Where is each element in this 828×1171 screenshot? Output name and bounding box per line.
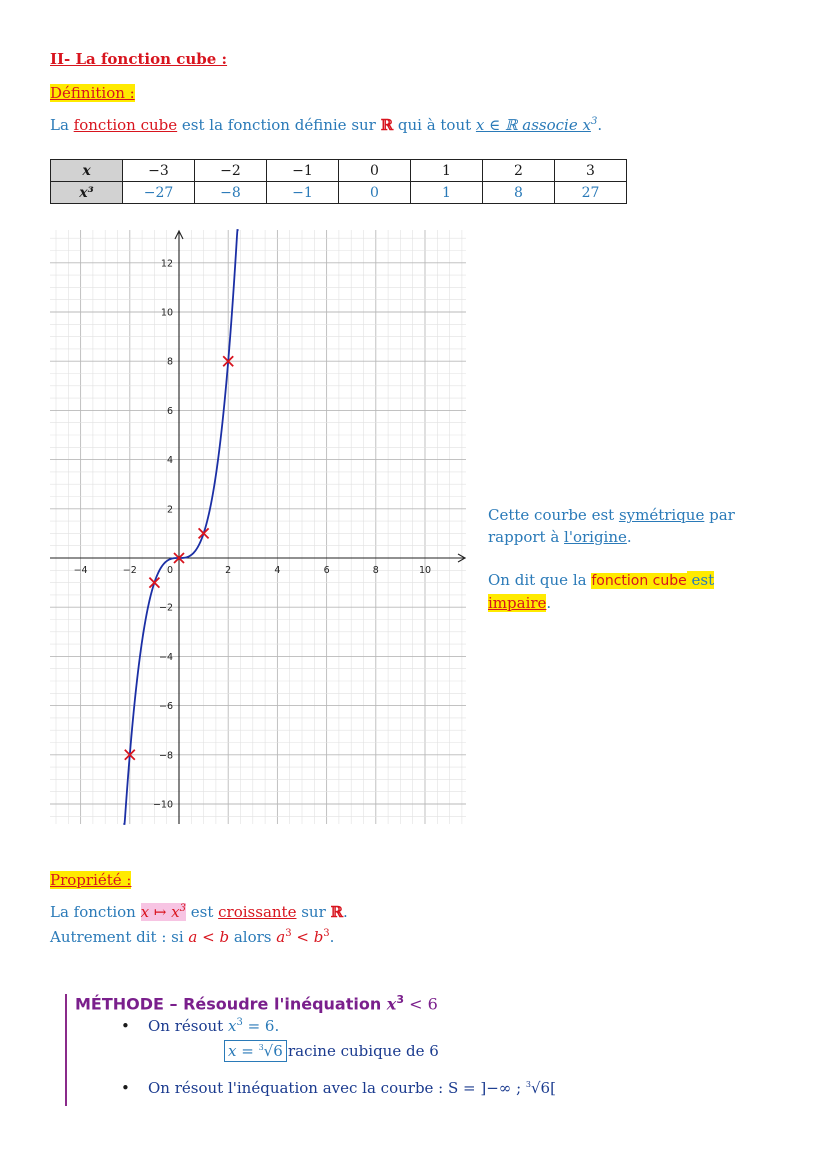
croissante-word: croissante [218,903,297,921]
property-end: . [343,903,348,921]
definition-prefix: La [50,116,74,134]
property-line-2 [50,928,334,946]
property-line-1 [50,903,348,921]
bullet-icon: • [121,1017,130,1035]
y-tick-label: −10 [152,799,173,811]
property2-prefix: Autrement dit : si [50,928,189,946]
y-tick-label: 2 [166,504,173,516]
value-table [50,159,627,204]
table-cell: −2 [195,160,267,182]
table-cell: 0 [339,182,411,204]
table-row-cube [51,182,627,204]
table-cell: 2 [483,160,555,182]
method-step-2 [148,1079,556,1097]
section-title: II- La fonction cube : [50,50,228,68]
x-tick-label: 8 [372,565,379,576]
x-tick-label: 2 [225,565,232,576]
y-tick-label: 10 [160,307,173,319]
step1-math: x [227,1017,237,1035]
property2-alors: alors [229,928,277,946]
definition-middle: est la fonction définie sur [177,116,381,134]
property-label: Propriété : [50,871,132,889]
method-step-1 [148,1017,279,1035]
x-tick-label: 10 [418,565,432,576]
step1-prefix: On résout [148,1017,228,1035]
boxed-lhs: x = [228,1042,259,1060]
table-cell: 1 [411,160,483,182]
table-cell: −27 [123,182,195,204]
step1-end: = 6. [242,1017,280,1035]
x-tick-label: 0 [166,565,174,576]
odd-highlight-2: est [686,571,715,589]
definition-text [50,116,602,134]
table-header-x: x [51,160,123,182]
y-tick-label: −6 [158,701,173,713]
cube-function-graph [48,226,468,828]
definition-highlight: fonction cube [73,116,178,134]
impaire-word: impaire [488,594,547,612]
table-cell: −8 [195,182,267,204]
y-tick-label: −8 [158,750,173,762]
boxed-root-index: 3 [258,1043,264,1052]
reals-symbol: ℝ [380,116,394,134]
mapping-exponent: 3 [179,903,187,914]
definition-middle2: qui à tout [393,116,476,134]
x-tick-label: 6 [323,565,330,576]
bullet-icon: • [121,1079,130,1097]
table-cell: −1 [267,160,339,182]
origin-word: l'origine [564,528,627,546]
table-cell: −1 [267,182,339,204]
definition-exponent: 3 [590,116,598,127]
cube-curve [123,230,238,824]
table-header-cube: x³ [51,182,123,204]
property-est: est [186,903,219,921]
y-tick-label: 12 [160,258,173,270]
a-cubed-exp: 3 [285,928,292,939]
property2-end: . [329,928,335,946]
table-cell: 1 [411,182,483,204]
definition-label: Définition : [50,84,135,102]
step2-root-value: √6 [531,1079,551,1097]
odd-prefix: On dit que la [488,571,592,589]
symmetry-prefix: Cette courbe est [488,506,619,524]
property-sur: sur [296,903,331,921]
root-label: racine cubique de 6 [288,1042,439,1060]
method-title-math: x [386,994,397,1014]
method-title [75,993,438,1013]
table-cell: 8 [483,182,555,204]
table-row-x [51,160,627,182]
property-mapping [141,903,186,921]
step1-exp: 3 [236,1017,243,1028]
mapping-text: x ↦ x [140,903,180,921]
property-prefix: La fonction [50,903,141,921]
table-cell: 3 [555,160,627,182]
definition-end: . [597,116,603,134]
y-tick-label: −4 [158,651,173,663]
boxed-root-value: √6 [263,1042,283,1060]
method-title-end: < 6 [404,994,438,1014]
a-cubed: a [276,928,286,946]
property-reals: ℝ [330,903,344,921]
y-tick-label: 4 [166,455,173,467]
symmetry-middle: par rapport à [488,506,735,546]
definition-membership: x ∈ ℝ associe x [475,116,591,134]
odd-highlight-1: fonction cube [591,573,687,589]
y-tick-label: −2 [158,602,173,614]
b-cubed: b [313,928,324,946]
method-title-text: MÉTHODE – Résoudre l'inéquation [75,994,387,1014]
odd-end: . [546,594,552,612]
x-tick-label: −4 [73,565,88,576]
boxed-result [224,1040,287,1062]
symmetry-text [488,504,738,548]
table-cell: 27 [555,182,627,204]
step2-text: On résout l'inéquation avec la courbe : S = ]−∞ ; [148,1079,526,1097]
x-tick-label: 4 [274,565,281,576]
method-title-exp: 3 [396,993,404,1006]
method-left-bar [65,994,67,1106]
step2-end: [ [550,1079,556,1097]
x-tick-label: −2 [122,565,137,576]
symmetry-word: symétrique [618,506,705,524]
lt-sign: < [291,928,314,946]
a-lt-b: a < b [188,928,230,946]
table-cell: 0 [339,160,411,182]
y-tick-label: 8 [166,356,173,368]
symmetry-end: . [626,528,632,546]
y-tick-label: 6 [166,405,173,417]
odd-function-text [488,569,738,614]
table-cell: −3 [123,160,195,182]
b-cubed-exp: 3 [323,928,330,939]
step2-root-index: 3 [525,1080,531,1089]
